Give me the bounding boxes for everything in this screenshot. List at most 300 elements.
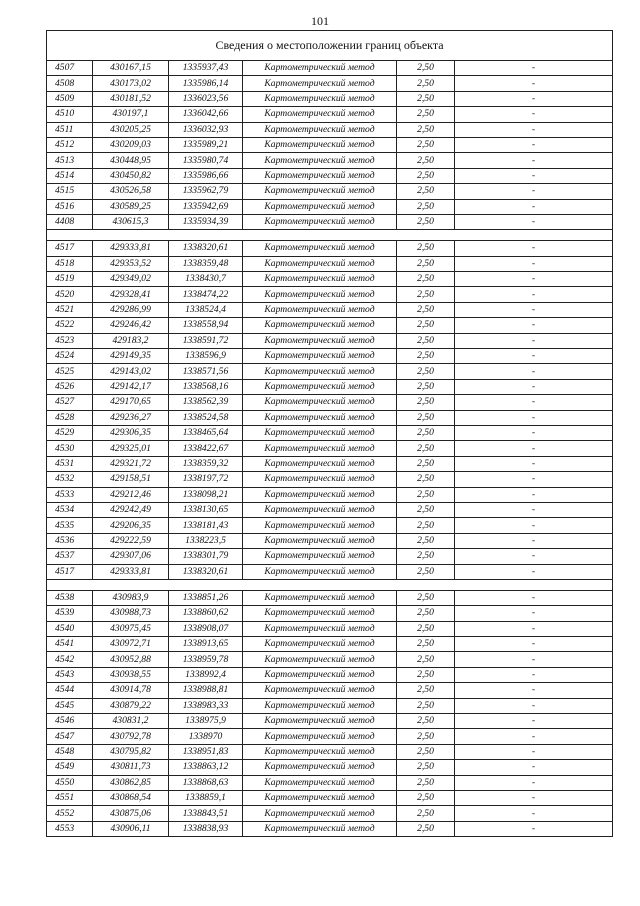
accuracy-cell: 2,50 <box>397 652 455 667</box>
x-coordinate-cell: 430831,2 <box>93 714 169 729</box>
y-coordinate-cell: 1338838,93 <box>169 821 243 836</box>
method-cell: Картометрический метод <box>243 667 397 682</box>
accuracy-cell: 2,50 <box>397 590 455 605</box>
description-cell: - <box>455 652 613 667</box>
description-cell: - <box>455 637 613 652</box>
method-cell: Картометрический метод <box>243 425 397 440</box>
point-number-cell: 4546 <box>47 714 93 729</box>
point-number-cell: 4539 <box>47 606 93 621</box>
table-row <box>47 256 613 271</box>
y-coordinate-cell: 1335937,43 <box>169 61 243 76</box>
y-coordinate-cell: 1338197,72 <box>169 472 243 487</box>
table-row <box>47 729 613 744</box>
accuracy-cell: 2,50 <box>397 775 455 790</box>
point-number-cell: 4538 <box>47 590 93 605</box>
description-cell: - <box>455 518 613 533</box>
method-cell: Картометрический метод <box>243 590 397 605</box>
x-coordinate-cell: 430952,88 <box>93 652 169 667</box>
method-cell: Картометрический метод <box>243 76 397 91</box>
accuracy-cell: 2,50 <box>397 137 455 152</box>
y-coordinate-cell: 1338568,16 <box>169 379 243 394</box>
description-cell: - <box>455 122 613 137</box>
method-cell: Картометрический метод <box>243 744 397 759</box>
point-number-cell: 4517 <box>47 241 93 256</box>
point-number-cell: 4516 <box>47 199 93 214</box>
table-row <box>47 199 613 214</box>
accuracy-cell: 2,50 <box>397 168 455 183</box>
point-number-cell: 4514 <box>47 168 93 183</box>
table-row <box>47 379 613 394</box>
x-coordinate-cell: 430589,25 <box>93 199 169 214</box>
description-cell: - <box>455 549 613 564</box>
y-coordinate-cell: 1335986,14 <box>169 76 243 91</box>
table-row <box>47 637 613 652</box>
table-body <box>47 31 613 837</box>
table-title: Сведения о местоположении границ объекта <box>47 31 613 61</box>
x-coordinate-cell: 430983,9 <box>93 590 169 605</box>
table-title-row <box>47 31 613 61</box>
y-coordinate-cell: 1338868,63 <box>169 775 243 790</box>
method-cell: Картометрический метод <box>243 379 397 394</box>
y-coordinate-cell: 1338181,43 <box>169 518 243 533</box>
point-number-cell: 4512 <box>47 137 93 152</box>
accuracy-cell: 2,50 <box>397 441 455 456</box>
y-coordinate-cell: 1335962,79 <box>169 184 243 199</box>
table-row <box>47 714 613 729</box>
x-coordinate-cell: 429246,42 <box>93 318 169 333</box>
method-cell: Картометрический метод <box>243 621 397 636</box>
method-cell: Картометрический метод <box>243 456 397 471</box>
x-coordinate-cell: 430795,82 <box>93 744 169 759</box>
point-number-cell: 4530 <box>47 441 93 456</box>
point-number-cell: 4408 <box>47 214 93 229</box>
accuracy-cell: 2,50 <box>397 744 455 759</box>
accuracy-cell: 2,50 <box>397 564 455 579</box>
y-coordinate-cell: 1338562,39 <box>169 395 243 410</box>
x-coordinate-cell: 429333,81 <box>93 564 169 579</box>
x-coordinate-cell: 429307,06 <box>93 549 169 564</box>
point-number-cell: 4544 <box>47 683 93 698</box>
y-coordinate-cell: 1335980,74 <box>169 153 243 168</box>
description-cell: - <box>455 564 613 579</box>
point-number-cell: 4524 <box>47 349 93 364</box>
table-row <box>47 472 613 487</box>
x-coordinate-cell: 429242,49 <box>93 502 169 517</box>
accuracy-cell: 2,50 <box>397 425 455 440</box>
x-coordinate-cell: 429206,35 <box>93 518 169 533</box>
table-row <box>47 302 613 317</box>
y-coordinate-cell: 1335989,21 <box>169 137 243 152</box>
accuracy-cell: 2,50 <box>397 122 455 137</box>
table-row <box>47 214 613 229</box>
x-coordinate-cell: 430526,58 <box>93 184 169 199</box>
description-cell: - <box>455 760 613 775</box>
table-row <box>47 667 613 682</box>
x-coordinate-cell: 430181,52 <box>93 91 169 106</box>
description-cell: - <box>455 425 613 440</box>
y-coordinate-cell: 1338465,64 <box>169 425 243 440</box>
description-cell: - <box>455 698 613 713</box>
accuracy-cell: 2,50 <box>397 637 455 652</box>
y-coordinate-cell: 1338859,1 <box>169 790 243 805</box>
x-coordinate-cell: 430450,82 <box>93 168 169 183</box>
description-cell: - <box>455 349 613 364</box>
accuracy-cell: 2,50 <box>397 91 455 106</box>
point-number-cell: 4520 <box>47 287 93 302</box>
description-cell: - <box>455 502 613 517</box>
y-coordinate-cell: 1338863,12 <box>169 760 243 775</box>
method-cell: Картометрический метод <box>243 637 397 652</box>
description-cell: - <box>455 76 613 91</box>
table-row <box>47 76 613 91</box>
method-cell: Картометрический метод <box>243 241 397 256</box>
description-cell: - <box>455 272 613 287</box>
x-coordinate-cell: 429142,17 <box>93 379 169 394</box>
point-number-cell: 4509 <box>47 91 93 106</box>
accuracy-cell: 2,50 <box>397 333 455 348</box>
method-cell: Картометрический метод <box>243 287 397 302</box>
y-coordinate-cell: 1338130,65 <box>169 502 243 517</box>
x-coordinate-cell: 429143,02 <box>93 364 169 379</box>
table-row <box>47 395 613 410</box>
point-number-cell: 4511 <box>47 122 93 137</box>
description-cell: - <box>455 441 613 456</box>
method-cell: Картометрический метод <box>243 533 397 548</box>
x-coordinate-cell: 429333,81 <box>93 241 169 256</box>
x-coordinate-cell: 430914,78 <box>93 683 169 698</box>
accuracy-cell: 2,50 <box>397 456 455 471</box>
accuracy-cell: 2,50 <box>397 395 455 410</box>
point-number-cell: 4535 <box>47 518 93 533</box>
accuracy-cell: 2,50 <box>397 76 455 91</box>
method-cell: Картометрический метод <box>243 395 397 410</box>
point-number-cell: 4529 <box>47 425 93 440</box>
table-row <box>47 137 613 152</box>
method-cell: Картометрический метод <box>243 137 397 152</box>
method-cell: Картометрический метод <box>243 441 397 456</box>
y-coordinate-cell: 1338359,48 <box>169 256 243 271</box>
accuracy-cell: 2,50 <box>397 606 455 621</box>
table-row <box>47 744 613 759</box>
method-cell: Картометрический метод <box>243 790 397 805</box>
method-cell: Картометрический метод <box>243 349 397 364</box>
y-coordinate-cell: 1338430,7 <box>169 272 243 287</box>
boundary-coordinates-table <box>46 30 613 837</box>
x-coordinate-cell: 430988,73 <box>93 606 169 621</box>
description-cell: - <box>455 256 613 271</box>
y-coordinate-cell: 1338913,65 <box>169 637 243 652</box>
y-coordinate-cell: 1338851,26 <box>169 590 243 605</box>
y-coordinate-cell: 1335942,69 <box>169 199 243 214</box>
method-cell: Картометрический метод <box>243 122 397 137</box>
y-coordinate-cell: 1338843,51 <box>169 806 243 821</box>
description-cell: - <box>455 821 613 836</box>
description-cell: - <box>455 379 613 394</box>
table-row <box>47 410 613 425</box>
method-cell: Картометрический метод <box>243 698 397 713</box>
description-cell: - <box>455 744 613 759</box>
method-cell: Картометрический метод <box>243 472 397 487</box>
y-coordinate-cell: 1338223,5 <box>169 533 243 548</box>
x-coordinate-cell: 429306,35 <box>93 425 169 440</box>
group-separator-cell <box>47 230 613 241</box>
table-row <box>47 821 613 836</box>
y-coordinate-cell: 1338992,4 <box>169 667 243 682</box>
accuracy-cell: 2,50 <box>397 518 455 533</box>
table-row <box>47 153 613 168</box>
description-cell: - <box>455 91 613 106</box>
point-number-cell: 4519 <box>47 272 93 287</box>
accuracy-cell: 2,50 <box>397 683 455 698</box>
table-row <box>47 168 613 183</box>
accuracy-cell: 2,50 <box>397 790 455 805</box>
y-coordinate-cell: 1335986,66 <box>169 168 243 183</box>
table-row <box>47 425 613 440</box>
group-separator-row <box>47 579 613 590</box>
table-row <box>47 760 613 775</box>
y-coordinate-cell: 1338983,33 <box>169 698 243 713</box>
table-row <box>47 241 613 256</box>
description-cell: - <box>455 318 613 333</box>
x-coordinate-cell: 430205,25 <box>93 122 169 137</box>
point-number-cell: 4508 <box>47 76 93 91</box>
description-cell: - <box>455 456 613 471</box>
table-row <box>47 775 613 790</box>
description-cell: - <box>455 806 613 821</box>
description-cell: - <box>455 683 613 698</box>
table-row <box>47 549 613 564</box>
method-cell: Картометрический метод <box>243 518 397 533</box>
y-coordinate-cell: 1338975,9 <box>169 714 243 729</box>
y-coordinate-cell: 1338988,81 <box>169 683 243 698</box>
description-cell: - <box>455 533 613 548</box>
method-cell: Картометрический метод <box>243 214 397 229</box>
method-cell: Картометрический метод <box>243 91 397 106</box>
y-coordinate-cell: 1336042,66 <box>169 107 243 122</box>
method-cell: Картометрический метод <box>243 683 397 698</box>
accuracy-cell: 2,50 <box>397 199 455 214</box>
y-coordinate-cell: 1338474,22 <box>169 287 243 302</box>
description-cell: - <box>455 153 613 168</box>
point-number-cell: 4525 <box>47 364 93 379</box>
method-cell: Картометрический метод <box>243 318 397 333</box>
method-cell: Картометрический метод <box>243 775 397 790</box>
y-coordinate-cell: 1338959,78 <box>169 652 243 667</box>
accuracy-cell: 2,50 <box>397 714 455 729</box>
y-coordinate-cell: 1338524,58 <box>169 410 243 425</box>
table-row <box>47 287 613 302</box>
x-coordinate-cell: 429183,2 <box>93 333 169 348</box>
x-coordinate-cell: 430975,45 <box>93 621 169 636</box>
x-coordinate-cell: 430938,55 <box>93 667 169 682</box>
point-number-cell: 4526 <box>47 379 93 394</box>
accuracy-cell: 2,50 <box>397 272 455 287</box>
x-coordinate-cell: 430811,73 <box>93 760 169 775</box>
method-cell: Картометрический метод <box>243 760 397 775</box>
point-number-cell: 4542 <box>47 652 93 667</box>
table-row <box>47 590 613 605</box>
method-cell: Картометрический метод <box>243 806 397 821</box>
description-cell: - <box>455 590 613 605</box>
x-coordinate-cell: 429222,59 <box>93 533 169 548</box>
description-cell: - <box>455 137 613 152</box>
x-coordinate-cell: 430972,71 <box>93 637 169 652</box>
table-row <box>47 318 613 333</box>
x-coordinate-cell: 430906,11 <box>93 821 169 836</box>
method-cell: Картометрический метод <box>243 168 397 183</box>
y-coordinate-cell: 1338591,72 <box>169 333 243 348</box>
description-cell: - <box>455 214 613 229</box>
accuracy-cell: 2,50 <box>397 349 455 364</box>
method-cell: Картометрический метод <box>243 199 397 214</box>
table-row <box>47 364 613 379</box>
description-cell: - <box>455 790 613 805</box>
x-coordinate-cell: 430167,15 <box>93 61 169 76</box>
y-coordinate-cell: 1338970 <box>169 729 243 744</box>
table-row <box>47 107 613 122</box>
x-coordinate-cell: 430792,78 <box>93 729 169 744</box>
group-separator-row <box>47 230 613 241</box>
x-coordinate-cell: 429321,72 <box>93 456 169 471</box>
x-coordinate-cell: 430209,03 <box>93 137 169 152</box>
y-coordinate-cell: 1336023,56 <box>169 91 243 106</box>
table-row <box>47 272 613 287</box>
description-cell: - <box>455 287 613 302</box>
y-coordinate-cell: 1338558,94 <box>169 318 243 333</box>
accuracy-cell: 2,50 <box>397 302 455 317</box>
point-number-cell: 4536 <box>47 533 93 548</box>
description-cell: - <box>455 729 613 744</box>
boundary-table-sheet <box>46 30 612 837</box>
x-coordinate-cell: 429149,35 <box>93 349 169 364</box>
table-row <box>47 487 613 502</box>
accuracy-cell: 2,50 <box>397 698 455 713</box>
y-coordinate-cell: 1338422,67 <box>169 441 243 456</box>
point-number-cell: 4549 <box>47 760 93 775</box>
table-row <box>47 683 613 698</box>
table-row <box>47 621 613 636</box>
method-cell: Картометрический метод <box>243 272 397 287</box>
point-number-cell: 4515 <box>47 184 93 199</box>
accuracy-cell: 2,50 <box>397 184 455 199</box>
point-number-cell: 4550 <box>47 775 93 790</box>
description-cell: - <box>455 472 613 487</box>
accuracy-cell: 2,50 <box>397 107 455 122</box>
point-number-cell: 4548 <box>47 744 93 759</box>
point-number-cell: 4531 <box>47 456 93 471</box>
x-coordinate-cell: 429158,51 <box>93 472 169 487</box>
method-cell: Картометрический метод <box>243 153 397 168</box>
point-number-cell: 4513 <box>47 153 93 168</box>
description-cell: - <box>455 333 613 348</box>
description-cell: - <box>455 775 613 790</box>
accuracy-cell: 2,50 <box>397 502 455 517</box>
point-number-cell: 4518 <box>47 256 93 271</box>
y-coordinate-cell: 1338359,32 <box>169 456 243 471</box>
y-coordinate-cell: 1338571,56 <box>169 364 243 379</box>
method-cell: Картометрический метод <box>243 606 397 621</box>
table-row <box>47 502 613 517</box>
table-row <box>47 91 613 106</box>
table-row <box>47 606 613 621</box>
point-number-cell: 4522 <box>47 318 93 333</box>
description-cell: - <box>455 168 613 183</box>
x-coordinate-cell: 430197,1 <box>93 107 169 122</box>
x-coordinate-cell: 429325,01 <box>93 441 169 456</box>
accuracy-cell: 2,50 <box>397 318 455 333</box>
y-coordinate-cell: 1338301,79 <box>169 549 243 564</box>
x-coordinate-cell: 429212,46 <box>93 487 169 502</box>
accuracy-cell: 2,50 <box>397 667 455 682</box>
description-cell: - <box>455 621 613 636</box>
table-row <box>47 184 613 199</box>
point-number-cell: 4547 <box>47 729 93 744</box>
accuracy-cell: 2,50 <box>397 287 455 302</box>
x-coordinate-cell: 430879,22 <box>93 698 169 713</box>
method-cell: Картометрический метод <box>243 107 397 122</box>
description-cell: - <box>455 667 613 682</box>
point-number-cell: 4521 <box>47 302 93 317</box>
point-number-cell: 4532 <box>47 472 93 487</box>
accuracy-cell: 2,50 <box>397 729 455 744</box>
point-number-cell: 4507 <box>47 61 93 76</box>
x-coordinate-cell: 430862,85 <box>93 775 169 790</box>
accuracy-cell: 2,50 <box>397 806 455 821</box>
table-row <box>47 441 613 456</box>
page-number: 101 <box>311 14 329 28</box>
x-coordinate-cell: 430448,95 <box>93 153 169 168</box>
description-cell: - <box>455 241 613 256</box>
accuracy-cell: 2,50 <box>397 364 455 379</box>
method-cell: Картометрический метод <box>243 302 397 317</box>
point-number-cell: 4543 <box>47 667 93 682</box>
y-coordinate-cell: 1338320,61 <box>169 241 243 256</box>
method-cell: Картометрический метод <box>243 729 397 744</box>
point-number-cell: 4553 <box>47 821 93 836</box>
point-number-cell: 4527 <box>47 395 93 410</box>
point-number-cell: 4551 <box>47 790 93 805</box>
accuracy-cell: 2,50 <box>397 410 455 425</box>
method-cell: Картометрический метод <box>243 256 397 271</box>
point-number-cell: 4537 <box>47 549 93 564</box>
method-cell: Картометрический метод <box>243 487 397 502</box>
x-coordinate-cell: 430868,54 <box>93 790 169 805</box>
x-coordinate-cell: 429286,99 <box>93 302 169 317</box>
table-row <box>47 518 613 533</box>
point-number-cell: 4528 <box>47 410 93 425</box>
accuracy-cell: 2,50 <box>397 533 455 548</box>
table-row <box>47 61 613 76</box>
accuracy-cell: 2,50 <box>397 153 455 168</box>
table-row <box>47 790 613 805</box>
y-coordinate-cell: 1338860,62 <box>169 606 243 621</box>
y-coordinate-cell: 1338596,9 <box>169 349 243 364</box>
y-coordinate-cell: 1336032,93 <box>169 122 243 137</box>
description-cell: - <box>455 714 613 729</box>
point-number-cell: 4545 <box>47 698 93 713</box>
description-cell: - <box>455 302 613 317</box>
accuracy-cell: 2,50 <box>397 241 455 256</box>
point-number-cell: 4540 <box>47 621 93 636</box>
method-cell: Картометрический метод <box>243 502 397 517</box>
y-coordinate-cell: 1335934,39 <box>169 214 243 229</box>
method-cell: Картометрический метод <box>243 549 397 564</box>
point-number-cell: 4517 <box>47 564 93 579</box>
y-coordinate-cell: 1338908,07 <box>169 621 243 636</box>
x-coordinate-cell: 429236,27 <box>93 410 169 425</box>
table-row <box>47 698 613 713</box>
accuracy-cell: 2,50 <box>397 549 455 564</box>
